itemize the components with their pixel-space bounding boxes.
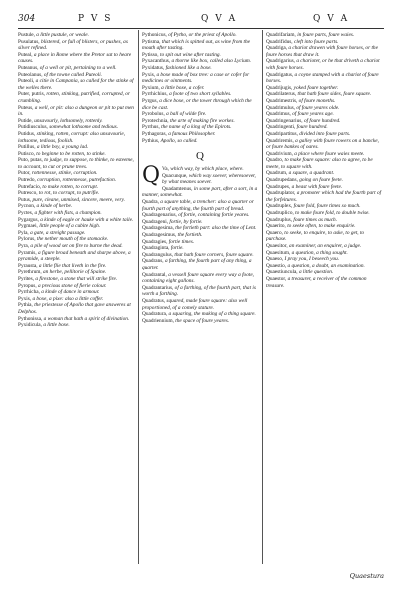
entry-gloss: a boxe, a pixe: also a little coffer. bbox=[32, 295, 104, 302]
dictionary-entry bbox=[266, 32, 382, 39]
entry-headword: Quadrangulus, bbox=[142, 251, 174, 258]
entry-headword: Pyra, bbox=[18, 243, 30, 249]
entry-headword: Quadragesima, bbox=[142, 225, 174, 232]
header-right-letters: Q V A bbox=[313, 14, 350, 24]
entry-headword: Quadrigatus, bbox=[266, 71, 294, 78]
entry-headword: Quadruplex, bbox=[266, 203, 293, 210]
entry-headword: Puteal, bbox=[18, 51, 33, 58]
entry-gloss: a square, a quadrant. bbox=[288, 170, 335, 177]
dictionary-entry bbox=[266, 243, 382, 250]
entry-headword: Pyrausta, bbox=[18, 262, 38, 269]
dictionary-entry bbox=[266, 210, 382, 217]
drop-cap-initial: Q bbox=[142, 163, 161, 189]
entry-headword: Pyrotechnia, bbox=[142, 117, 169, 124]
entry-gloss: a little pustule, or weale. bbox=[36, 32, 89, 38]
entry-headword: Quadrageni, bbox=[142, 218, 169, 225]
entry-headword: Pylorus, bbox=[18, 236, 36, 243]
entry-gloss: a thorne like box, called also Lycium. bbox=[171, 58, 252, 65]
entry-gloss: of foure hundred. bbox=[303, 117, 341, 124]
entry-headword: Pygmaei, bbox=[18, 223, 38, 230]
entry-headword: Pythonicus, bbox=[142, 32, 167, 38]
entry-gloss: Apollo, so called. bbox=[160, 137, 198, 144]
column-divider bbox=[138, 30, 139, 564]
dictionary-entry bbox=[18, 151, 134, 158]
dictionary-entry bbox=[266, 256, 382, 263]
entry-gloss: to seeke, to enquire, to aske, to get, to purchase. bbox=[266, 229, 365, 243]
dictionary-entry bbox=[18, 131, 134, 144]
entry-headword: Puter, putris, bbox=[18, 91, 46, 98]
entry-gloss: stinking, rotten, corrupt: also unsavourie, lothsome, tedious, foolish. bbox=[18, 130, 126, 144]
header-rule bbox=[18, 28, 384, 29]
entry-gloss: a foote of two short syllables. bbox=[169, 91, 232, 98]
entry-gloss: a beast with foure feete. bbox=[291, 183, 343, 190]
entry-gloss: a little flie that liveth in the fire. bbox=[38, 262, 107, 269]
column-right bbox=[266, 32, 382, 562]
entry-gloss: a famous Philosopher. bbox=[168, 130, 216, 137]
entry-headword: Pythius, bbox=[142, 137, 160, 144]
entry-headword: Pyxis, bbox=[142, 71, 156, 78]
entry-gloss: rotten, stinking, putrified, corrupted, or crumbling. bbox=[18, 91, 131, 104]
entry-headword: Quadratus, bbox=[142, 297, 166, 304]
entry-headword: Pyla, bbox=[18, 229, 29, 236]
dictionary-entry bbox=[266, 58, 382, 71]
entry-gloss: foure times as much. bbox=[293, 216, 338, 223]
entry-headword: Pyropus, bbox=[18, 282, 37, 289]
entry-headword: Quadrantal, bbox=[142, 271, 167, 278]
entry-headword: Putisco, bbox=[18, 150, 35, 157]
entry-headword: Quadriga, bbox=[266, 45, 288, 52]
entry-gloss: that which is spitted out, as wine from the mouth after tasting. bbox=[142, 38, 250, 52]
entry-headword: Quaestor, bbox=[266, 275, 287, 282]
dictionary-entry bbox=[266, 98, 382, 105]
entry-gloss: a woman that hath a spirit of divination. bbox=[43, 315, 130, 322]
entry-gloss: the name of a king of the Epirots. bbox=[161, 124, 232, 131]
dictionary-entry bbox=[266, 157, 382, 170]
entry-gloss: of foure yeares olde. bbox=[296, 104, 340, 111]
entry-headword: Pyxis, bbox=[18, 295, 32, 302]
entry-gloss: corruption, rottennesse, putrefaction. bbox=[37, 177, 117, 184]
dictionary-entry bbox=[142, 298, 258, 311]
entry-headword: Putresco, bbox=[18, 190, 38, 197]
dictionary-entry bbox=[18, 32, 134, 39]
dictionary-entry bbox=[142, 58, 258, 65]
dictionary-entry bbox=[142, 318, 258, 325]
dictionary-entry bbox=[18, 118, 134, 125]
entry-gloss: somewhat lothsome and tedious. bbox=[49, 124, 119, 131]
entry-headword: Quadrivium, bbox=[266, 150, 293, 157]
entry-headword: Quadruplus, bbox=[266, 216, 293, 223]
entry-gloss: to seeke often, to make enquirie. bbox=[287, 223, 356, 230]
dictionary-entry bbox=[18, 236, 134, 243]
entry-headword: Pythia, bbox=[18, 302, 33, 309]
entry-gloss: a kinde of herbe. bbox=[36, 203, 73, 210]
dictionary-entry bbox=[18, 276, 134, 283]
dictionary-entry bbox=[18, 243, 134, 250]
entry-gloss: a boxe made of box tree: a case or cofer for medicines or ointments. bbox=[142, 71, 250, 85]
dictionary-entry bbox=[266, 138, 382, 151]
entry-headword: Pythonissa, bbox=[18, 315, 43, 322]
entry-gloss: foure fold, foure times so much. bbox=[293, 203, 361, 210]
entry-gloss: that hath foure corners, foure square. bbox=[174, 251, 254, 258]
entry-headword: Pyxacanthus, bbox=[142, 58, 171, 65]
entry-headword: Pustule, bbox=[18, 32, 35, 38]
entry-headword: Pyrrhicha, bbox=[18, 289, 40, 296]
entry-headword: Pygargus, bbox=[18, 216, 39, 223]
entry-headword: Quadrilaterus, bbox=[266, 91, 297, 98]
entry-gloss: a ball of wilde fire. bbox=[166, 111, 207, 118]
entry-gloss: of Pytho, or the priest of Apollo. bbox=[168, 32, 237, 38]
entry-gloss: of a well or pit, pertaining to a well. bbox=[39, 64, 117, 71]
entry-gloss: a kinde of eagle or hauke with a white taile. bbox=[40, 216, 134, 223]
entry-headword: Pycnon, bbox=[18, 203, 36, 210]
dictionary-entry bbox=[18, 289, 134, 296]
column-middle bbox=[142, 32, 258, 562]
entry-headword: Quadrijugis, bbox=[266, 84, 293, 91]
entry-gloss: a promoter which had the fourth part of the forfeitures. bbox=[266, 190, 382, 203]
entry-headword: Quadro, bbox=[266, 157, 284, 164]
entry-headword: Pyrites, bbox=[18, 275, 35, 282]
dictionary-entry bbox=[142, 65, 258, 72]
dictionary-entry bbox=[18, 190, 134, 197]
entry-gloss: fortie, by fortie. bbox=[169, 218, 203, 225]
entry-gloss: a place where foure waies meete. bbox=[294, 150, 365, 157]
entry-gloss: a treasurer, a receiver of the common treasure. bbox=[266, 275, 367, 289]
dictionary-entry bbox=[18, 210, 134, 217]
entry-gloss: divided into foure parts. bbox=[299, 130, 351, 137]
entry-headword: Puteolanus, bbox=[18, 71, 43, 78]
dictionary-entry bbox=[266, 72, 382, 85]
entry-gloss: unsavourly, lothsomely, rottenly. bbox=[34, 117, 103, 124]
dictionary-entry bbox=[18, 124, 134, 131]
entry-gloss: to judge, to suppose, to thinke, to esteeme, to account, to cut or prune trees. bbox=[18, 157, 134, 170]
dictionary-entry bbox=[18, 302, 134, 315]
entry-gloss: the fortieth part: also the time of Lent. bbox=[175, 225, 257, 232]
entry-gloss: a figure broad beneath and sharpe above, a pyramide, a steeple. bbox=[18, 249, 131, 263]
entry-gloss: of a farthing, of the fourth part, that is worth a farthing. bbox=[142, 284, 256, 298]
dictionary-entry bbox=[266, 131, 382, 138]
entry-headword: Pyramis, bbox=[18, 249, 37, 256]
entry-gloss: to make rotten, to corrupt. bbox=[42, 183, 99, 190]
entry-gloss: to spit out wine after tasting. bbox=[159, 51, 221, 58]
entry-gloss: to make foure square: also to agree, to be meete, to square with. bbox=[266, 157, 373, 170]
entry-headword: Putide, bbox=[18, 117, 33, 124]
dictionary-entry bbox=[18, 250, 134, 263]
entry-gloss: the arte of making fire workes. bbox=[169, 117, 235, 124]
entry-headword: Pyrobolus, bbox=[142, 111, 165, 118]
entry-headword: Pyxidicula, bbox=[18, 322, 42, 329]
column-left bbox=[18, 32, 134, 562]
entry-headword: Quadriennium, bbox=[142, 317, 174, 324]
entry-gloss: a farthing, the fourth part of any thing, a quarter. bbox=[142, 258, 252, 271]
dictionary-entry bbox=[18, 39, 134, 52]
entry-headword: Pyrrhichius, bbox=[142, 91, 168, 98]
entry-gloss: a firestone, a stone that will strike fire. bbox=[35, 275, 118, 282]
dictionary-entry bbox=[266, 45, 382, 58]
entry-gloss: I pray you, I beseech you. bbox=[284, 256, 340, 263]
entry-headword: Putus, bbox=[18, 196, 32, 203]
entry-gloss: to make foure fold, to double twise. bbox=[295, 210, 370, 217]
entry-gloss: fashioned like a boxe. bbox=[165, 64, 212, 71]
entry-headword: Puteoli, bbox=[18, 78, 35, 85]
entry-headword: Quadragies, bbox=[142, 238, 168, 245]
dictionary-entry bbox=[142, 39, 258, 52]
dictionary-entry bbox=[142, 98, 258, 111]
entry-headword: Putillus, bbox=[18, 144, 36, 151]
entry-gloss: a pile of wood set on fire to burne the dead. bbox=[30, 243, 123, 249]
entry-headword: Quadamtenus, bbox=[162, 185, 193, 192]
entry-gloss: a precious stone of fierie colour. bbox=[38, 282, 107, 289]
dictionary-entry bbox=[142, 311, 258, 318]
entry-gloss: to rot, to corrupt, to putrifie. bbox=[38, 190, 100, 197]
catchword: Quaestura bbox=[349, 572, 384, 580]
entry-headword: Quaesitor, bbox=[266, 243, 288, 249]
entry-gloss: a coyne stamped with a chariot of foure horses. bbox=[266, 71, 379, 85]
entry-gloss: a well, or pit: also a dungeon or pit to put men in. bbox=[18, 104, 134, 118]
entry-gloss: to beginne to be rotten, to stinke. bbox=[36, 150, 106, 157]
dictionary-entry bbox=[18, 269, 134, 276]
entry-gloss: of fortie, containing fortie yeares. bbox=[178, 212, 250, 219]
entry-gloss: that hath foure sides, foure square. bbox=[297, 91, 372, 98]
dictionary-entry bbox=[142, 199, 258, 212]
entry-gloss: rottennesse, stinke, corruption. bbox=[31, 170, 98, 177]
entry-headword: Quadra, bbox=[142, 199, 159, 206]
entry-gloss: an examiner, an enquirer, a judge. bbox=[289, 243, 362, 249]
section-letter: Q bbox=[196, 150, 204, 163]
entry-headword: Quadrupes, bbox=[266, 183, 291, 190]
entry-headword: Quadringenarius, bbox=[266, 117, 303, 124]
entry-gloss: a question, a thing sought. bbox=[291, 249, 348, 256]
entry-headword: Pyctes, bbox=[18, 210, 34, 217]
dictionary-entry bbox=[142, 232, 258, 239]
dictionary-page bbox=[18, 14, 384, 580]
dictionary-entry bbox=[142, 124, 258, 131]
entry-gloss: a citie in Campania, so called for the stinke of the welles there. bbox=[18, 78, 134, 91]
dictionary-entry bbox=[266, 190, 382, 203]
dictionary-entry bbox=[18, 91, 134, 104]
entry-headword: Quadrifariam, bbox=[266, 32, 296, 38]
entry-headword: Quadrifidus, bbox=[266, 38, 293, 45]
entry-headword: Pytisma, bbox=[142, 38, 161, 45]
dictionary-entry bbox=[266, 124, 382, 131]
entry-headword: Quadrimestris, bbox=[266, 97, 298, 104]
entry-headword: Pyrgus, bbox=[142, 97, 158, 104]
entry-headword: Putrefacio, bbox=[18, 183, 42, 190]
dictionary-entry bbox=[18, 105, 134, 118]
dictionary-entry bbox=[266, 91, 382, 98]
entry-headword: Pyrrhus, bbox=[142, 124, 160, 131]
dictionary-entry bbox=[266, 177, 382, 184]
entry-gloss: a square table, a trencher: also a quarter or fourth part of anything, the fourth part of bread. bbox=[142, 199, 254, 212]
entry-headword: Quaestio, bbox=[266, 262, 287, 269]
entry-gloss: fortie times. bbox=[168, 238, 195, 245]
dictionary-entry bbox=[18, 144, 134, 151]
dictionary-entry bbox=[142, 72, 258, 85]
entry-gloss: foure hundred. bbox=[296, 124, 328, 131]
entry-gloss: a place in Rome where the Pretor sat to heare causes. bbox=[18, 51, 132, 65]
entry-headword: Quadriremis, bbox=[266, 137, 294, 144]
entry-headword: Quadragenarius, bbox=[142, 212, 177, 219]
entry-gloss: a fighter with fists, a champion. bbox=[34, 210, 102, 217]
entry-gloss: which way soever, wheresoever, by what meanes soever. bbox=[162, 172, 256, 186]
entry-gloss: yoked foure together. bbox=[293, 84, 339, 91]
dictionary-entry bbox=[18, 65, 134, 72]
dictionary-entry bbox=[18, 316, 134, 323]
dictionary-entry bbox=[18, 177, 134, 184]
entry-headword: Pyxium, bbox=[142, 84, 160, 91]
dictionary-entry bbox=[142, 52, 258, 59]
entry-gloss: a charioter, or he that driveth a chariot with foure horses. bbox=[266, 58, 380, 71]
entry-gloss: the fortieth. bbox=[177, 232, 203, 239]
entry-headword: Quadragesimus, bbox=[142, 232, 177, 239]
entry-gloss: in foure parts, foure waies. bbox=[297, 32, 355, 38]
entry-headword: Quaesitum, bbox=[266, 249, 291, 256]
entry-headword: Quadrimulus, bbox=[266, 104, 295, 111]
entry-gloss: of the towne called Puteoli. bbox=[43, 71, 103, 78]
entry-headword: Puteus, bbox=[18, 104, 34, 111]
entry-headword: Pusulatus, bbox=[18, 38, 40, 45]
entry-gloss: a gate, a streight passage. bbox=[30, 229, 86, 236]
entry-headword: Quacunque, bbox=[162, 172, 188, 179]
entry-gloss: a dice boxe, or the tower through which the dice be cast. bbox=[142, 97, 252, 111]
entry-headword: Quaerito, bbox=[266, 223, 286, 230]
entry-gloss: a question, a doubt, an examination. bbox=[287, 262, 365, 269]
dictionary-entry bbox=[142, 32, 258, 39]
entry-gloss: in some part, after a sort, in a manner, somewhat. bbox=[142, 185, 258, 199]
dictionary-entry bbox=[18, 322, 134, 329]
entry-headword: Puto, putas, bbox=[18, 157, 43, 164]
running-header bbox=[18, 14, 384, 26]
dictionary-entry bbox=[18, 78, 134, 91]
entry-headword: Quadratura, bbox=[142, 311, 168, 318]
dictionary-entry bbox=[142, 131, 258, 138]
entry-headword: Quadruplico, bbox=[266, 210, 294, 217]
entry-headword: Quadrans, bbox=[142, 258, 164, 265]
entry-gloss: a galley with foure rowers on a bancke, or foure bankes of oares. bbox=[266, 137, 379, 151]
entry-gloss: little people of a cubite high. bbox=[39, 223, 101, 230]
dictionary-entry bbox=[142, 138, 258, 145]
entry-gloss: the nether mouth of the stomacke. bbox=[36, 236, 109, 243]
entry-headword: Pyxidatus, bbox=[142, 64, 165, 71]
dictionary-entry bbox=[266, 223, 382, 230]
dictionary-entry bbox=[266, 111, 382, 118]
entry-gloss: squared, made foure square: also well proportioned, of a comely stature. bbox=[142, 297, 248, 311]
entry-gloss: a squaring, the making of a thing square. bbox=[168, 311, 256, 318]
entry-gloss: fortie. bbox=[170, 245, 184, 252]
dictionary-entry bbox=[266, 276, 382, 289]
entry-headword: Quadruplator, bbox=[266, 190, 296, 197]
header-left-letters: P V S bbox=[78, 14, 113, 24]
entry-headword: Quadringenti, bbox=[266, 124, 296, 131]
entry-headword: Quadrum, bbox=[266, 170, 288, 177]
entry-gloss: the space of foure yeares. bbox=[175, 317, 230, 324]
dictionary-entry bbox=[142, 272, 258, 285]
column-divider bbox=[262, 30, 263, 564]
entry-gloss: pure, cleane, unmixed, sincere, meere, very. bbox=[32, 196, 125, 203]
entry-gloss: which way, by which place, where. bbox=[170, 166, 244, 173]
entry-gloss: cleft into foure parts. bbox=[293, 38, 339, 45]
dictionary-entry bbox=[142, 285, 258, 298]
dictionary-entry bbox=[142, 258, 258, 271]
entry-headword: Quaero, bbox=[266, 229, 283, 236]
entry-headword: Quaeso, bbox=[266, 256, 284, 263]
entry-gloss: a little boy, a young lad. bbox=[36, 144, 89, 151]
dictionary-entry bbox=[142, 245, 258, 252]
entry-gloss: blistered, or full of blisters, or pushes, as silver refined. bbox=[18, 38, 128, 52]
entry-headword: Putidus, bbox=[18, 130, 36, 137]
entry-headword: Quadrigarius, bbox=[266, 58, 295, 65]
entry-gloss: of foure moneths. bbox=[298, 97, 336, 104]
dictionary-entry bbox=[142, 212, 258, 219]
entry-headword: Quadrupedans, bbox=[266, 177, 298, 184]
dictionary-entry bbox=[266, 263, 382, 270]
entry-headword: Putredo, bbox=[18, 177, 36, 184]
dictionary-entry bbox=[18, 157, 134, 170]
entry-headword: Putidiusculus, bbox=[18, 124, 48, 131]
entry-gloss: the priestesse of Apollo that gave answeres at Delphos. bbox=[18, 302, 131, 315]
entry-gloss: a chariot drawen with foure horses, or the foure horses that draw it. bbox=[266, 45, 378, 58]
page-number: 304 bbox=[18, 14, 36, 24]
entry-gloss: a little boxe, a cofer. bbox=[161, 84, 205, 91]
entry-headword: Quadrimus, bbox=[266, 111, 291, 118]
entry-headword: Pytisso, bbox=[142, 51, 159, 58]
entry-headword: Pythagoras, bbox=[142, 130, 167, 137]
entry-headword: Va, bbox=[162, 166, 169, 173]
dictionary-entry bbox=[142, 111, 258, 118]
dictionary-entry bbox=[18, 52, 134, 65]
dictionary-entry bbox=[18, 223, 134, 230]
entry-gloss: going on foure feete. bbox=[299, 177, 343, 184]
entry-headword: Quadraginta, bbox=[142, 245, 170, 252]
entry-gloss: a little boxe. bbox=[43, 322, 70, 329]
header-middle-letters: Q V A bbox=[201, 14, 238, 24]
dictionary-entry bbox=[266, 230, 382, 243]
entry-headword: Puteanus, bbox=[18, 64, 39, 71]
dictionary-entry bbox=[266, 250, 382, 257]
entry-headword: Putor, bbox=[18, 170, 31, 177]
entry-headword: Pyrethrum, bbox=[18, 269, 42, 276]
entry-gloss: an herbe, pellitorie of Spaine. bbox=[43, 269, 107, 276]
entry-gloss: a kinde of dance in armour. bbox=[41, 289, 100, 296]
entry-headword: Quadripartitus, bbox=[266, 130, 298, 137]
entry-gloss: a vessell foure square every way a foote, containing eight gallons. bbox=[142, 271, 254, 285]
dictionary-entry bbox=[142, 91, 258, 98]
entry-headword: Quadrantarius, bbox=[142, 284, 174, 291]
entry-headword: Quaestiuncula, bbox=[266, 269, 298, 276]
dictionary-entry bbox=[266, 269, 382, 276]
entry-gloss: a little question. bbox=[298, 269, 334, 276]
entry-gloss: of foure yeares age. bbox=[292, 111, 334, 118]
